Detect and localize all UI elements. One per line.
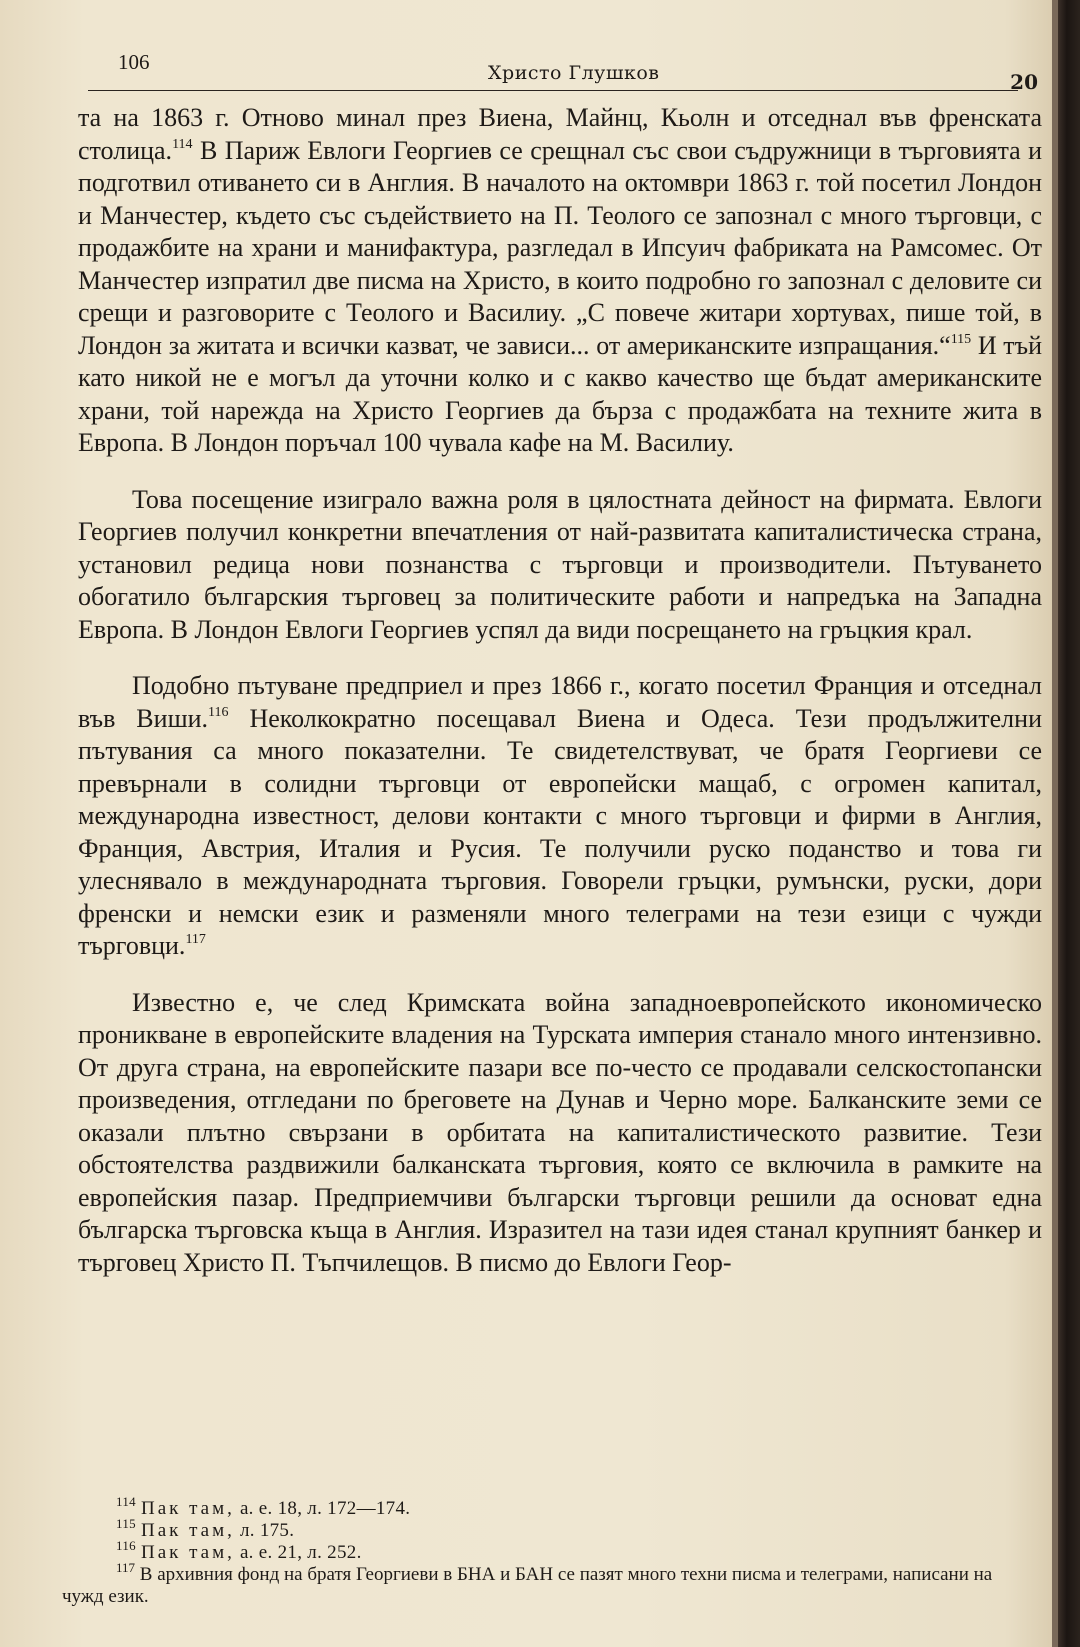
paragraph: Това посещение изиграло важна роля в цялостната дейност на фирмата. Евлоги Георгиев получил конкретни впечатления от най-развитата капиталистическа страна, установил редица нови познанства с търговци и производители. Пътуването обогатило българския търговец за политическите работи и напредъка на Западна Европа. В Лондон Евлоги Георгиев успял да види посрещането на гръцкия крал. <box>78 484 1042 644</box>
footnote-marker: 115 <box>950 331 972 347</box>
next-page-edge-number: 20 <box>1010 70 1038 94</box>
footnote-number: 116 <box>116 1538 136 1553</box>
footnote-text: В архивния фонд на братя Георгиеви в БНА и БАН се пазят много техни писма и телеграми, написани на чужд език. <box>62 1564 993 1607</box>
footnote <box>62 1494 1022 1520</box>
footnote-number: 117 <box>116 1560 136 1575</box>
footnote-number: 114 <box>116 1494 136 1509</box>
footnote <box>62 1560 1022 1608</box>
footnote-source: Пак там, <box>140 1520 235 1541</box>
footnote <box>62 1516 1022 1542</box>
footnote-source: Пак там, <box>140 1542 235 1563</box>
footnote-source: Пак там, <box>140 1498 235 1519</box>
header-rule <box>88 90 1018 91</box>
running-head-author: Христо Глушков <box>488 62 660 84</box>
page-header <box>88 50 1038 96</box>
paragraph: Подобно пътуване предприел и през 1866 г., когато посетил Франция и отседнал във Виши.$^{116}$ Неколкократно посещавал Виена и Одеса. Тези продължителни пътувания са много показателни. Те свидетелствуват, че братя Георгиеви се превърнали в солидни търговци от европейски мащаб, с огромен капитал, международна известност, делови контакти с много търговци и фирми в Англия, Франция, Австрия, Италия и Русия. Те получили руско поданство и това ги улеснявало в международната търговия. Говорели гръцки, румънски, руски, дори френски и немски език и разменяли много телеграми на тези езици с чужди търговци.$^{117}$ <box>78 671 1042 960</box>
footnote-reference: а. е. 21, л. 252. <box>239 1542 362 1563</box>
footnote-number: 115 <box>116 1516 136 1531</box>
footnote-marker: 116 <box>208 704 229 720</box>
page-number: 106 <box>118 50 150 74</box>
book-binding-edge <box>1058 0 1080 1647</box>
paragraph: Известно е, че след Кримската война западноевропейското икономическо проникване в европейските владения на Турската империя станало много интензивно. От друга страна, на европейските пазари все по-често се продавали селскостопански произведения, отгледани по бреговете на Дунав и Черно море. Балканските земи се оказали плътно свързани в орбитата на капиталистическото развитие. Тези обстоятелства раздвижили балканската търговия, която се включила в рамките на европейския пазар. Предприемчиви български търговци решили да основат една българска търговска къща в Англия. Изразител на тази идея станал крупният банкер и търговец Христо П. Тъпчилещов. В писмо до Евлоги Геор- <box>78 987 1042 1277</box>
footnotes <box>62 1494 1022 1608</box>
main-text <box>78 102 1042 1303</box>
footnote <box>62 1538 1022 1564</box>
footnote-marker: 114 <box>172 136 193 152</box>
paragraph: та на 1863 г. Отново минал през Виена, Майнц, Кьолн и отседнал във френската столица.$^{114}$ В Париж Евлоги Георгиев се срещнал със свои съдружници в търговията и подготвил отиването си в Англия. В началото на октомври 1863 г. той посетил Лондон и Манчестер, където със съдействието на П. Теолого се запознал с много търговци, с продажбите на храни и манифактура, разгледал в Ипсуич фабриката на Рамсомес. От Манчестер изпратил две писма на Христо, в които подробно го запознал с деловите си срещи и разговорите с Теолого и Василиу. „С повече житари хортувах, пише той, в Лондон за житата и всички казват, че зависи... от американските изпращания.“$^{115}$ И тъй като никой не е могъл да уточни колко и с какво качество ще бъдат американските храни, той нарежда на Христо Георгиев да бърза с продажбата на техните жита в Европа. В Лондон поръчал 100 чувала кафе на М. Василиу. <box>78 103 1042 457</box>
footnote-reference: а. е. 18, л. 172—174. <box>239 1498 411 1519</box>
footnote-marker: 117 <box>185 932 206 947</box>
footnote-reference: л. 175. <box>239 1520 295 1541</box>
